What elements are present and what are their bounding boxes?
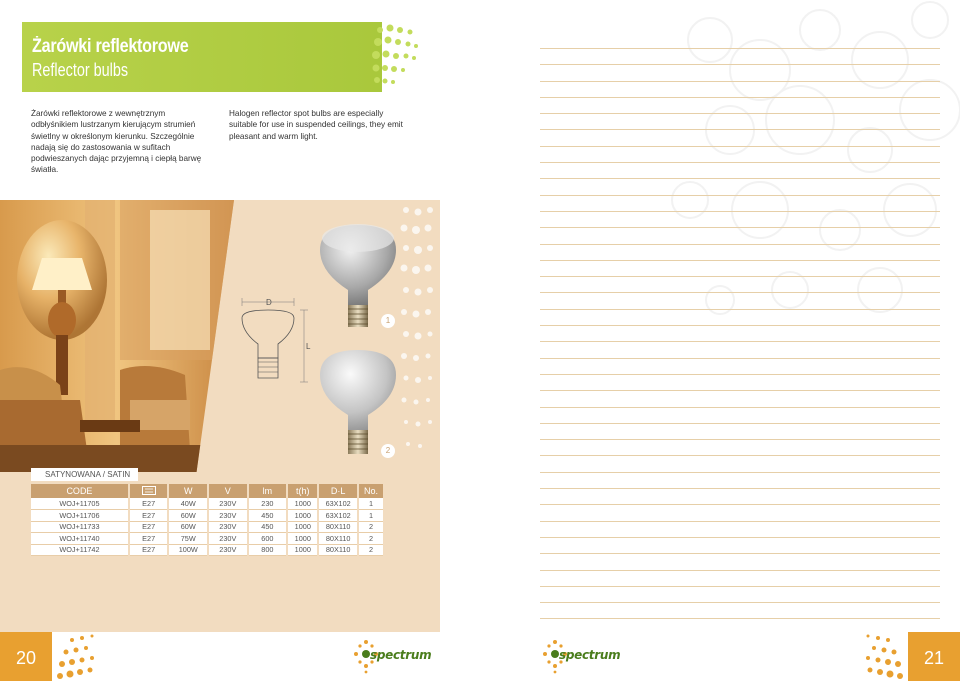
cell-hours: 1000 — [287, 510, 318, 522]
cell-dimensions: 80X110 — [318, 533, 358, 545]
cell-code: WOJ+11740 — [31, 533, 129, 545]
page-title: Żarówki reflektorowe — [32, 36, 189, 57]
column-header: D·L — [318, 484, 358, 498]
description-polish: Żarówki reflektorowe z wewnętrznym odbłyśnikiem lustrzanym kierującym strumień świetlny w określonym kierunku. Szczególnie nadają się do zastosowania w sufitach podwieszanych dając przyjemną i ciepłą barwę światła. — [31, 109, 202, 175]
table-row — [31, 521, 383, 533]
dimension-l-label: L — [306, 342, 311, 351]
cell-hours: 1000 — [287, 498, 318, 510]
socket-icon — [142, 486, 156, 495]
cell-code: WOJ+11706 — [31, 510, 129, 522]
cell-number: 2 — [358, 521, 383, 533]
cell-watt: 60W — [168, 510, 208, 522]
description-english: Halogen reflector spot bulbs are especially suitable for use in suspended ceilings, they emit pleasant and warm light. — [229, 109, 403, 141]
table-row — [31, 544, 383, 556]
cell-watt: 75W — [168, 533, 208, 545]
finish-label: SATYNOWANA / SATIN — [31, 468, 138, 481]
cell-number: 1 — [358, 510, 383, 522]
column-header: lm — [248, 484, 288, 498]
column-header-socket — [129, 484, 169, 498]
note-lines — [540, 48, 940, 635]
decorative-dots-icon — [372, 22, 432, 92]
cell-volt: 230V — [208, 521, 248, 533]
decorative-dots-icon — [862, 632, 906, 681]
bulb-number-badge: 1 — [381, 314, 395, 328]
cell-dimensions: 80X110 — [318, 521, 358, 533]
spectrum-logo — [352, 636, 432, 676]
cell-socket: E27 — [129, 498, 169, 510]
cell-volt: 230V — [208, 498, 248, 510]
cell-socket: E27 — [129, 510, 169, 522]
cell-volt: 230V — [208, 544, 248, 556]
cell-lumen: 450 — [248, 510, 288, 522]
table-row — [31, 533, 383, 545]
cell-code: WOJ+11705 — [31, 498, 129, 510]
cell-code: WOJ+11742 — [31, 544, 129, 556]
table-row — [31, 498, 383, 510]
bulb-illustrations — [240, 210, 410, 470]
page-number-right: 21 — [908, 632, 960, 681]
brand-name: spectrum — [370, 648, 432, 662]
right-page — [480, 0, 960, 681]
hotel-room-photo — [0, 200, 234, 472]
cell-lumen: 450 — [248, 521, 288, 533]
bulb-number-badge: 2 — [381, 444, 395, 458]
cell-watt: 60W — [168, 521, 208, 533]
page-subtitle: Reflector bulbs — [32, 60, 129, 80]
cell-dimensions: 63X102 — [318, 498, 358, 510]
cell-number: 2 — [358, 544, 383, 556]
cell-dimensions: 80X110 — [318, 544, 358, 556]
decorative-dots-icon — [54, 632, 98, 681]
spectrum-logo — [541, 636, 621, 676]
cell-volt: 230V — [208, 533, 248, 545]
table-row — [31, 510, 383, 522]
brand-name: spectrum — [559, 648, 621, 662]
cell-watt: 100W — [168, 544, 208, 556]
table-header-row — [31, 484, 383, 498]
cell-code: WOJ+11733 — [31, 521, 129, 533]
cell-hours: 1000 — [287, 521, 318, 533]
dimension-d-label: D — [266, 298, 272, 307]
column-header: V — [208, 484, 248, 498]
cell-dimensions: 63X102 — [318, 510, 358, 522]
cell-watt: 40W — [168, 498, 208, 510]
cell-volt: 230V — [208, 510, 248, 522]
cell-hours: 1000 — [287, 544, 318, 556]
cell-socket: E27 — [129, 521, 169, 533]
spec-table — [31, 484, 383, 556]
column-header: t(h) — [287, 484, 318, 498]
cell-lumen: 230 — [248, 498, 288, 510]
cell-hours: 1000 — [287, 533, 318, 545]
column-header: W — [168, 484, 208, 498]
cell-number: 1 — [358, 498, 383, 510]
cell-socket: E27 — [129, 544, 169, 556]
cell-socket: E27 — [129, 533, 169, 545]
cell-lumen: 800 — [248, 544, 288, 556]
column-header: CODE — [31, 484, 129, 498]
column-header: No. — [358, 484, 383, 498]
cell-number: 2 — [358, 533, 383, 545]
page-number-left: 20 — [0, 632, 52, 681]
cell-lumen: 600 — [248, 533, 288, 545]
